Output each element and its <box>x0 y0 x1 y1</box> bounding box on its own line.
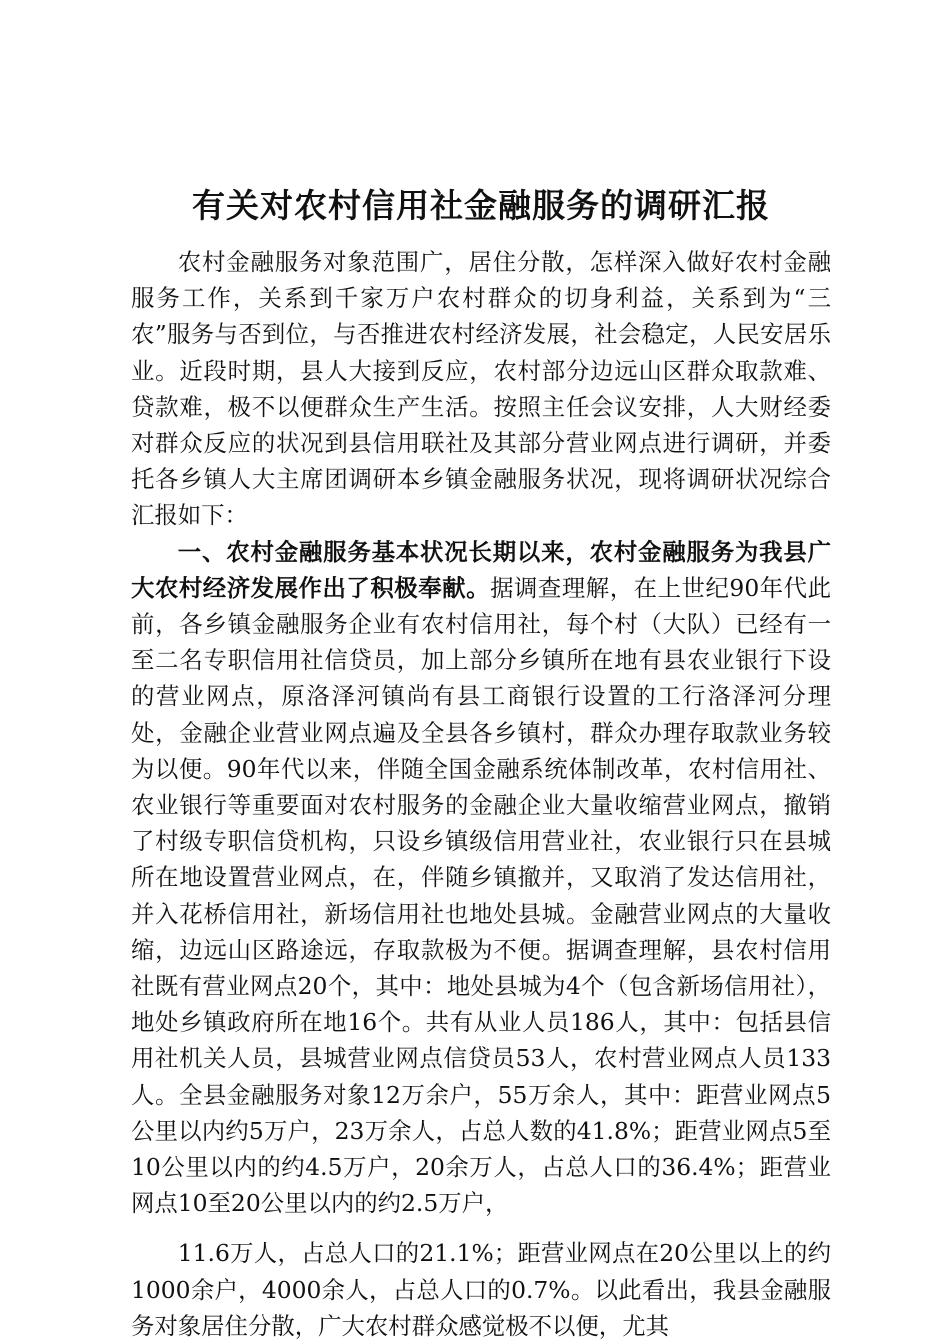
section-heading-basic-situation: 一、农村金融服务基本状况长期以来，农村金融服务为我县广大农村经济发展作出了积极奉献。 <box>131 537 831 602</box>
paragraph-basic-situation <box>131 534 831 1222</box>
document-title: 有关对农村信用社金融服务的调研汇报 <box>192 186 770 225</box>
paragraph-introduction: 农村金融服务对象范围广，居住分散，怎样深入做好农村金融服务工作，关系到千家万户农村群众的切身利益，关系到为“三农”服务与否到位，与否推进农村经济发展，社会稳定，人民安居乐业。近段时期，县人大接到反应，农村部分边远山区群众取款难、贷款难，极不以便群众生产生活。按照主任会议安排，人大财经委对群众反应的状况到县信用联社及其部分营业网点进行调研，并委托各乡镇人大主席团调研本乡镇金融服务状况，现将调研状况综合汇报如下： <box>131 248 831 530</box>
paragraph-continuation: 11.6万人，占总人口的21.1%；距营业网点在20公里以上的约1000余户，4000余人，占总人口的0.7%。以此看出，我县金融服务对象居住分散，广大农村群众感觉极不以便，尤其 <box>131 1239 831 1340</box>
paragraph-basic-situation-body: 据调查理解，在上世纪90年代此前，各乡镇金融服务企业有农村信用社，每个村（大队）已经有一至二名专职信用社信贷员，加上部分乡镇所在地有县农业银行下设的营业网点，原洛泽河镇尚有县工商银行设置的工行洛泽河分理处，金融企业营业网点遍及全县各乡镇村，群众办理存取款业务较为以便。90年代以来，伴随全国金融系统体制改革，农村信用社、农业银行等重要面对农村服务的金融企业大量收缩营业网点，撤销了村级专职信贷机构，只设乡镇级信用营业社，农业银行只在县城所在地设置营业网点，在，伴随乡镇撤并，又取消了发达信用社，并入花桥信用社，新场信用社也地处县城。金融营业网点的大量收缩，边远山区路途远，存取款极为不便。据调查理解，县农村信用社既有营业网点20个，其中：地处县城为4个（包含新场信用社），地处乡镇政府所在地16个。共有从业人员186人，其中：包括县信用社机关人员，县城营业网点信贷员53人，农村营业网点人员133人。全县金融服务对象12万余户，55万余人，其中：距营业网点5公里以内约5万户，23万余人，占总人数的41.8%；距营业网点5至10公里以内的约4.5万户，20余万人，占总人口的36.4%；距营业网点10至20公里以内的约2.5万户， <box>131 573 832 1218</box>
document-page <box>131 180 831 1344</box>
